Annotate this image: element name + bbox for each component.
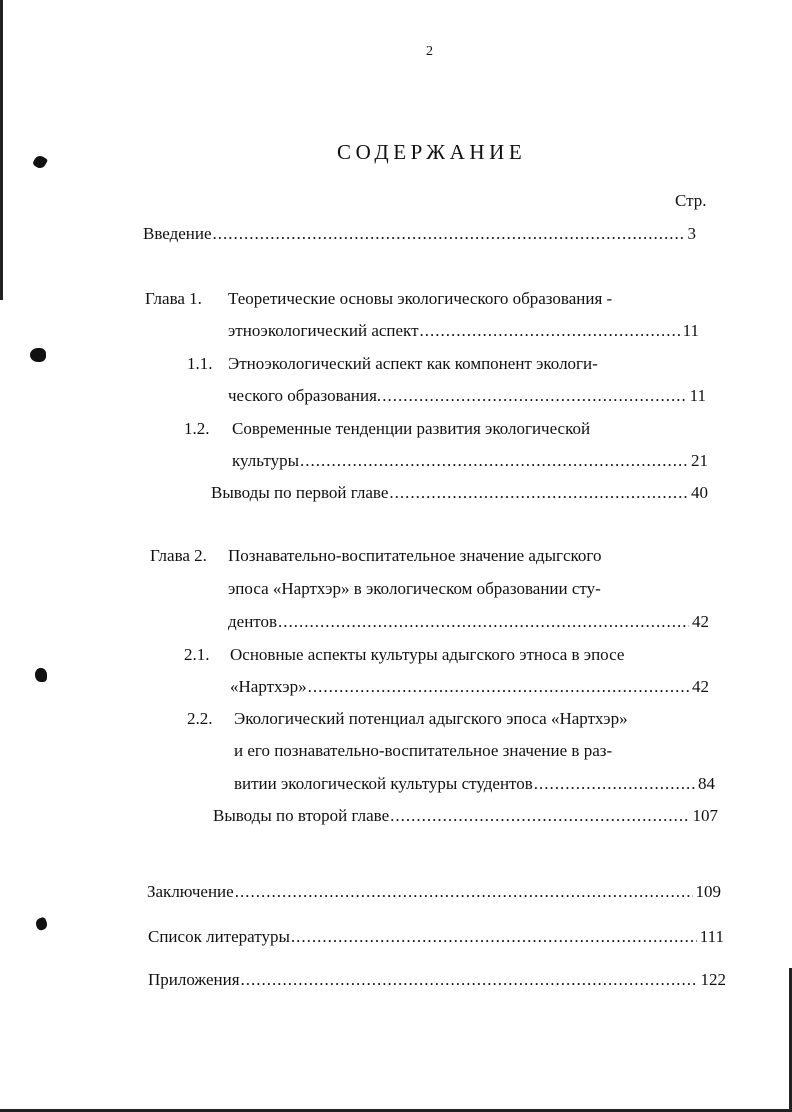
toc-entry-label: Выводы по второй главе <box>213 806 390 825</box>
toc-entry-label: Этноэкологический аспект как компонент экологи- <box>228 354 598 373</box>
toc-entry-label: Введение <box>143 224 212 243</box>
leader-dots <box>241 970 698 990</box>
toc-entry-section-1-2[interactable] <box>232 451 708 471</box>
toc-entry-conclusions-2[interactable] <box>213 806 718 826</box>
toc-chapter-number: Глава 2. <box>150 546 207 565</box>
toc-entry-page: 42 <box>692 677 709 696</box>
toc-entry-label: эпоса «Нартхэр» в экологическом образовании сту- <box>228 579 601 598</box>
punch-hole-mark <box>30 348 46 362</box>
page-number: 2 <box>426 44 433 59</box>
toc-entry-page: 40 <box>691 483 708 502</box>
leader-dots <box>278 612 689 632</box>
toc-entry-conclusion[interactable] <box>147 882 721 902</box>
toc-entry-label: Приложения <box>148 970 240 989</box>
toc-entry-label: Теоретические основы экологического образования - <box>228 289 613 308</box>
scan-edge-left <box>0 0 3 300</box>
toc-entry-page: 84 <box>698 774 715 793</box>
toc-entry-label: ческого образования. <box>228 386 382 405</box>
toc-entry-label: «Нартхэр» <box>230 677 307 696</box>
toc-entry-section-2-2[interactable] <box>234 774 715 794</box>
leader-dots <box>420 321 680 341</box>
toc-entry-label: дентов <box>228 612 278 631</box>
toc-entry-label: Основные аспекты культуры адыгского этноса в эпосе <box>230 645 625 664</box>
leader-dots <box>534 774 695 794</box>
toc-entry-section-2-1[interactable] <box>230 677 709 697</box>
toc-entry-page: 11 <box>682 321 699 340</box>
toc-entry-section-1-1[interactable] <box>228 386 706 406</box>
toc-entry-label: Познавательно-воспитательное значение адыгского <box>228 546 602 565</box>
toc-section-number: 1.1. <box>187 354 213 373</box>
leader-dots <box>382 386 686 406</box>
page-column-header: Стр. <box>675 191 707 210</box>
leader-dots <box>235 882 693 902</box>
toc-entry-label: витии экологической культуры студентов <box>234 774 533 793</box>
toc-entry-chapter-2[interactable] <box>228 612 709 632</box>
toc-entry-page: 42 <box>692 612 709 631</box>
toc-entry-bibliography[interactable] <box>148 927 724 947</box>
toc-entry-chapter-1[interactable] <box>228 321 699 341</box>
leader-dots <box>390 806 689 826</box>
toc-entry-page: 21 <box>691 451 708 470</box>
toc-entry-label: Список литературы <box>148 927 290 946</box>
toc-entry-label: Экологический потенциал адыгского эпоса «Нартхэр» <box>234 709 628 728</box>
toc-entry-page: 109 <box>695 882 721 901</box>
leader-dots <box>389 483 688 503</box>
toc-entry-label: этноэкологический аспект <box>228 321 419 340</box>
toc-section-number: 2.1. <box>184 645 210 664</box>
leader-dots <box>308 677 689 697</box>
leader-dots <box>291 927 697 947</box>
toc-entry-conclusions-1[interactable] <box>211 483 708 503</box>
toc-entry-page: 122 <box>700 970 726 989</box>
page-title: СОДЕРЖАНИЕ <box>337 140 527 164</box>
toc-entry-page: 107 <box>692 806 718 825</box>
punch-hole-mark <box>32 154 48 170</box>
toc-entry-label: Заключение <box>147 882 234 901</box>
toc-entry-page: 111 <box>699 927 724 946</box>
punch-hole-mark <box>35 668 47 682</box>
toc-entry-label: культуры <box>232 451 299 470</box>
leader-dots <box>213 224 685 244</box>
toc-entry-page: 11 <box>689 386 706 405</box>
toc-section-number: 1.2. <box>184 419 210 438</box>
toc-chapter-number: Глава 1. <box>145 289 202 308</box>
toc-entry-label: Современные тенденции развития экологической <box>232 419 591 438</box>
toc-entry-appendices[interactable] <box>148 970 726 990</box>
toc-entry-label: Выводы по первой главе <box>211 483 389 502</box>
toc-entry-introduction[interactable] <box>143 224 696 244</box>
punch-hole-mark <box>34 916 48 931</box>
leader-dots <box>300 451 688 471</box>
toc-entry-label: и его познавательно-воспитательное значение в раз- <box>234 741 613 760</box>
toc-entry-page: 3 <box>687 224 696 243</box>
toc-section-number: 2.2. <box>187 709 213 728</box>
